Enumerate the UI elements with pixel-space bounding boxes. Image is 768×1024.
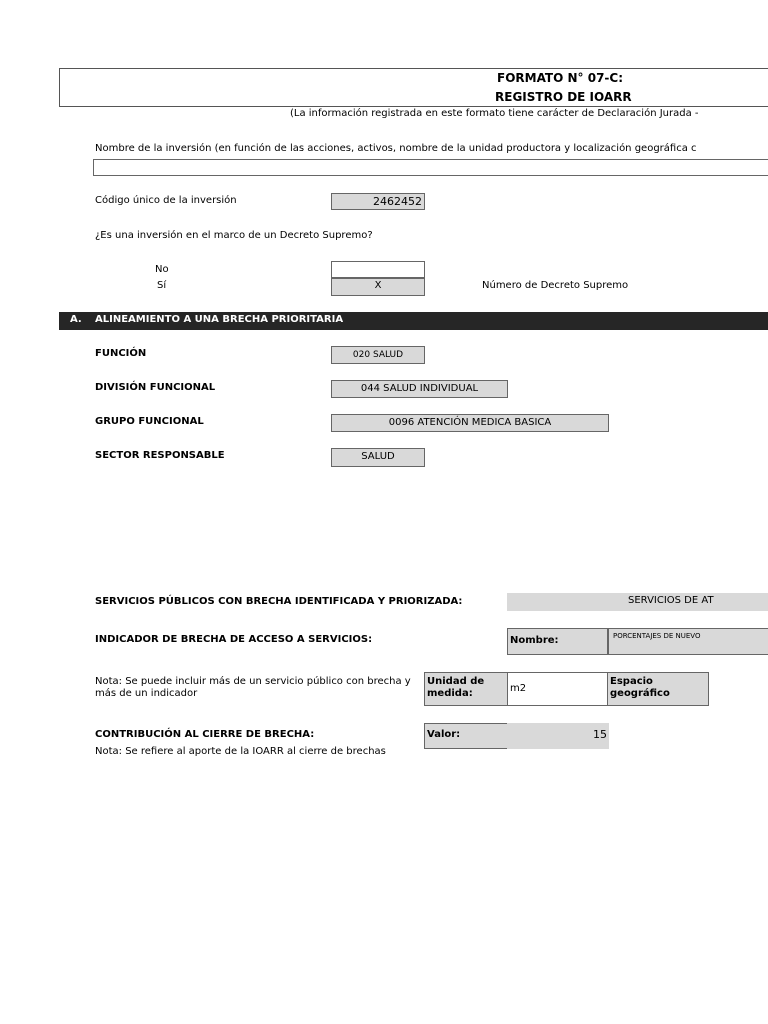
decree-question: ¿Es una inversión en el marco de un Decreto Supremo? bbox=[95, 230, 373, 241]
indicador-label: INDICADOR DE BRECHA DE ACCESO A SERVICIOS: bbox=[95, 634, 373, 645]
investment-code-field[interactable]: 2462452 bbox=[331, 193, 425, 210]
valor-label-cell: Valor: bbox=[424, 723, 508, 749]
si-option-field[interactable]: X bbox=[331, 278, 425, 296]
grupo-field[interactable]: 0096 ATENCIÓN MEDICA BASICA bbox=[331, 414, 609, 432]
division-field[interactable]: 044 SALUD INDIVIDUAL bbox=[331, 380, 508, 398]
nota-contribucion: Nota: Se refiere al aporte de la IOARR al cierre de brechas bbox=[95, 746, 386, 757]
investment-name-field[interactable] bbox=[93, 159, 768, 176]
contribucion-label: CONTRIBUCIÓN AL CIERRE DE BRECHA: bbox=[95, 729, 315, 740]
nota-servicios-line1: Nota: Se puede incluir más de un servicio público con brecha y bbox=[95, 676, 411, 687]
no-option-field[interactable] bbox=[331, 261, 425, 278]
nombre-label-cell: Nombre: bbox=[507, 628, 608, 655]
servicios-label: SERVICIOS PÚBLICOS CON BRECHA IDENTIFICADA Y PRIORIZADA: bbox=[95, 596, 463, 607]
title-box bbox=[59, 68, 768, 107]
declaration-note: (La información registrada en este formato tiene carácter de Declaración Jurada - bbox=[290, 108, 699, 119]
servicios-field[interactable]: SERVICIOS DE AT bbox=[507, 593, 768, 611]
unidad-label-line1: Unidad de bbox=[427, 676, 485, 687]
nota-servicios-line2: más de un indicador bbox=[95, 688, 198, 699]
valor-field[interactable]: 15 bbox=[507, 723, 609, 749]
form-title: FORMATO N° 07-C: bbox=[497, 71, 624, 85]
sector-field[interactable]: SALUD bbox=[331, 448, 425, 467]
nombre-field[interactable]: PORCENTAJES DE NUEVO bbox=[608, 628, 768, 655]
section-a-letter: A. bbox=[70, 314, 82, 325]
no-label: No bbox=[155, 264, 169, 275]
grupo-label: GRUPO FUNCIONAL bbox=[95, 416, 204, 427]
funcion-field[interactable]: 020 SALUD bbox=[331, 346, 425, 364]
sector-label: SECTOR RESPONSABLE bbox=[95, 450, 225, 461]
unidad-field[interactable]: m2 bbox=[507, 672, 608, 706]
si-label: Sí bbox=[157, 280, 167, 291]
division-label: DIVISIÓN FUNCIONAL bbox=[95, 382, 216, 393]
unidad-label-line2: medida: bbox=[427, 688, 473, 699]
espacio-label-line1: Espacio bbox=[610, 676, 653, 687]
investment-code-label: Código único de la inversión bbox=[95, 195, 237, 206]
investment-name-label: Nombre de la inversión (en función de las acciones, activos, nombre de la unidad productora y localización geográfica c bbox=[95, 143, 697, 154]
funcion-label: FUNCIÓN bbox=[95, 348, 147, 359]
espacio-label-line2: geográfico bbox=[610, 688, 670, 699]
decree-number-label: Número de Decreto Supremo bbox=[482, 280, 629, 291]
unidad-label-cell bbox=[424, 672, 508, 706]
form-subtitle: REGISTRO DE IOARR bbox=[495, 90, 632, 104]
section-a-title: ALINEAMIENTO A UNA BRECHA PRIORITARIA bbox=[95, 314, 344, 325]
espacio-label-cell bbox=[607, 672, 709, 706]
